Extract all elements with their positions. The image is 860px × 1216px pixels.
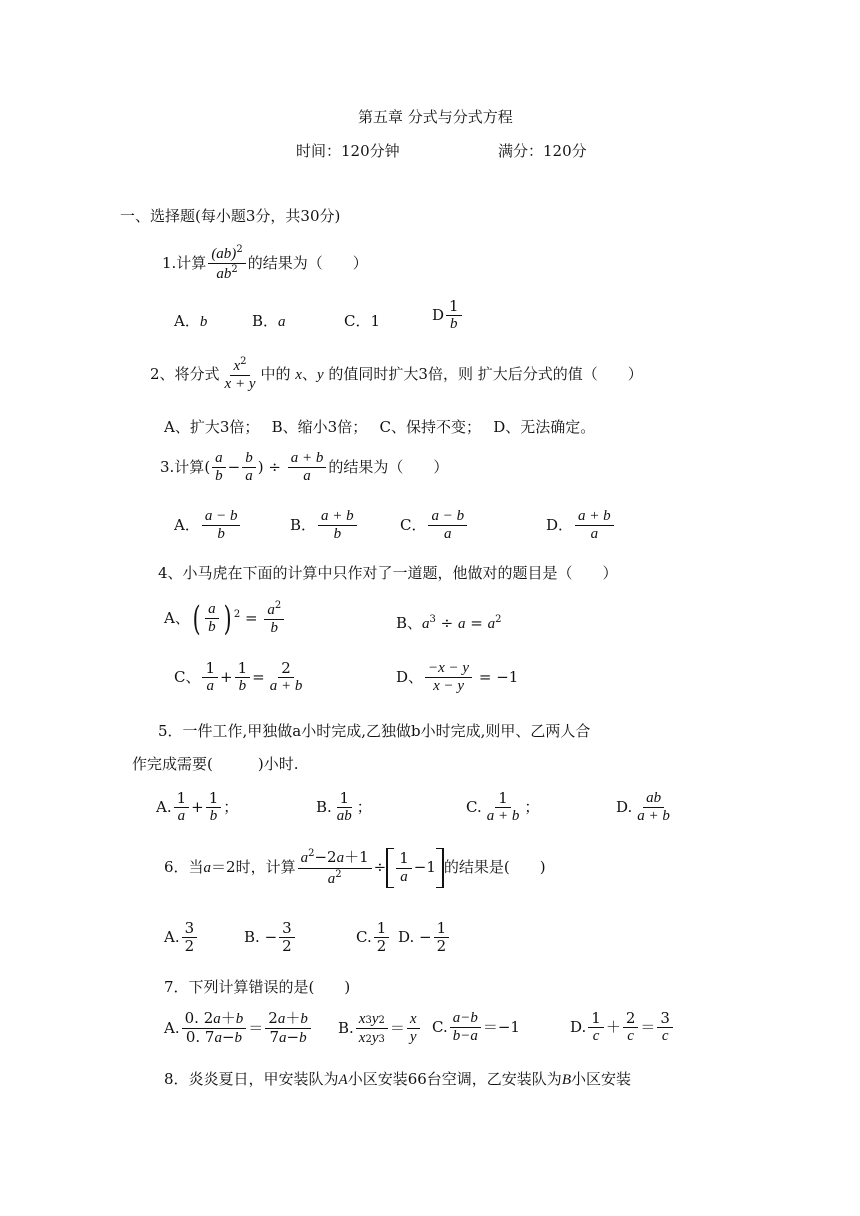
question-2: 2、将分式 $\frac{x^2}{x + y}$ 中的 x、y 的值同时扩大3倍，则 扩大后分式的值（ ） bbox=[150, 356, 643, 393]
q7-option-a: A. $\frac{0. 2a+b}{0. 7a-b}$ ＝ $\frac{2a+b}{7a-b}$ bbox=[164, 1010, 313, 1048]
section-heading: 一、选择题(每小题3分，共30分) bbox=[120, 207, 341, 225]
q2-options: A、扩大3倍； B、缩小3倍； C、保持不变； D、无法确定。 bbox=[164, 418, 596, 436]
time-limit: 时间：120分钟 bbox=[296, 142, 400, 160]
q6-option-a: A. $\frac{3}{2}$ bbox=[164, 920, 199, 956]
q5-option-a: A. $\frac{1}{a}$ + $\frac{1}{b}$ ； bbox=[156, 789, 239, 825]
q3-option-c: C． $\frac{a - b}{a}$ bbox=[400, 508, 469, 544]
q4-option-a: A、( $\frac{a}{b}$ ) $^2$ = $\frac{a^2}{b}$ bbox=[164, 600, 286, 638]
q4-option-b: B、$a^3 \div a = a^2$ bbox=[396, 614, 502, 632]
question-5-line2: 作完成需要( )小时. bbox=[132, 755, 299, 773]
q1-option-c: C．1 bbox=[344, 312, 381, 330]
question-8: 8．炎炎夏日，甲安装队为A小区安装66台空调，乙安装队为B小区安装 bbox=[164, 1070, 631, 1088]
question-7: 7．下列计算错误的是( ) bbox=[164, 978, 351, 996]
full-score: 满分：120分 bbox=[498, 142, 587, 160]
q4-option-c: C、 $\frac{1}{a}$ + $\frac{1}{b}$ = $\frac{2}{a + b}$ bbox=[174, 659, 303, 695]
q6-option-c: C. $\frac{1}{2}$ bbox=[356, 920, 391, 956]
question-5-line1: 5．一件工作,甲独做a小时完成,乙独做b小时完成,则甲、乙两人合 bbox=[158, 722, 591, 740]
question-4: 4、小马虎在下面的计算中只作对了一道题，他做对的题目是（ ） bbox=[158, 564, 618, 582]
q4-option-d: D、 $\frac{-x - y}{x - y}$ = −1 bbox=[396, 660, 519, 695]
q7-option-b: B. $\frac{x3y2}{x2y3}$ ＝ $\frac{x}{y}$ bbox=[338, 1010, 422, 1048]
q3-option-d: D． $\frac{a + b}{a}$ bbox=[546, 508, 616, 544]
q5-option-c: C. $\frac{1}{a + b}$ ； bbox=[466, 789, 540, 825]
q5-option-b: B. $\frac{1}{ab}$ ； bbox=[316, 789, 372, 825]
q7-option-d: D. $\frac{1}{c}$ ＋ $\frac{2}{c}$ ＝ $\frac{3}{c}$ bbox=[570, 1010, 675, 1046]
q6-option-d: D. − $\frac{1}{2}$ bbox=[398, 920, 451, 956]
q3-option-b: B． $\frac{a + b}{b}$ bbox=[290, 508, 359, 544]
q1-option-a: A．b bbox=[174, 312, 208, 330]
question-1: 1.计算 $\frac{(ab)^2}{ab^2}$ 的结果为（ ） bbox=[162, 244, 368, 283]
q7-option-c: C. $\frac{a-b}{b-a}$ ＝−1 bbox=[432, 1010, 520, 1045]
q3-option-a: A． $\frac{a - b}{b}$ bbox=[174, 508, 242, 544]
q1-option-d: D $\frac{1}{b}$ bbox=[432, 298, 464, 334]
page-title: 第五章 分式与分式方程 bbox=[358, 108, 513, 126]
q5-option-d: D. $\frac{ab}{a + b}$ bbox=[616, 790, 670, 825]
q1-option-b: B．a bbox=[252, 312, 286, 330]
question-6: 6．当a＝2时，计算 $\frac{a^2-2a+1}{a^2}$ ÷ $\frac{1}{a}$ −1 的结果是( ) bbox=[164, 848, 546, 887]
q1-fraction: $\frac{(ab)^2}{ab^2}$ bbox=[208, 244, 245, 284]
question-3: 3.计算( $\frac{a}{b}$ − $\frac{b}{a}$ ) ÷ $\frac{a + b}{a}$ 的结果为（ ） bbox=[160, 450, 449, 485]
q6-option-b: B. − $\frac{3}{2}$ bbox=[244, 920, 297, 956]
